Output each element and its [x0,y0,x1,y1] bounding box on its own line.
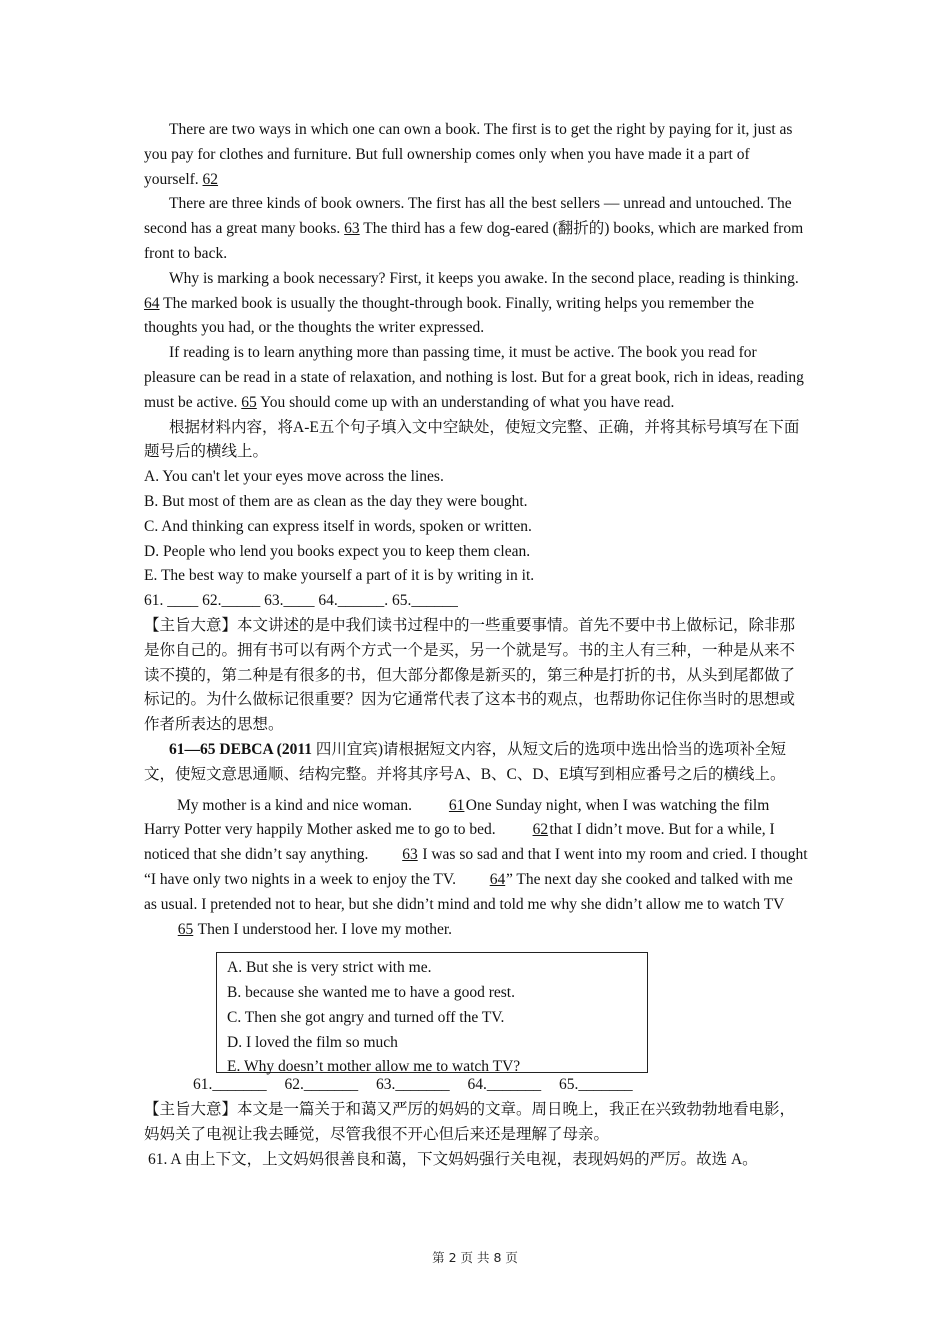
paragraph [144,192,808,266]
explanation-61: 61. A 由上下文，上文妈妈很善良和蔼，下文妈妈强行关电视，表现妈妈的严厉。故选 A。 [148,1150,758,1168]
option-e: E. Why doesn’t mother allow me to watch TV? [227,1058,521,1076]
blank-63: 63 [344,220,360,238]
answer-63: 63._______ [376,1076,450,1094]
blank-64: 64 [144,294,160,312]
text: Why is marking a book necessary? First, it keeps you awake. In the second place, reading is thinking. [169,269,799,287]
paragraph [144,794,808,943]
answer-line: 61. ____ 62._____ 63.____ 64.______. 65.______ [144,592,458,610]
option-b: B. But most of them are as clean as the day they were bought. [144,492,528,510]
blank-62: 62 [532,821,549,839]
summary: 【主旨大意】本文是一篇关于和蔼又严厉的妈妈的文章。周日晚上，我正在兴致勃勃地看电影，妈妈关了电视让我去睡觉，尽管我很不开心但后来还是理解了母亲。 [144,1101,796,1143]
paragraph [144,341,808,415]
answer-62: 62._______ [284,1076,359,1094]
option-c: C. And thinking can express itself in words, spoken or written. [144,517,532,535]
blank-62: 62 [202,170,219,188]
text: The marked book is usually the thought-through book. Finally, writing helps you remember the thoughts you had, or the thoughts the writer expressed. [144,294,755,337]
answer-key: 61—65 DEBCA (2011 [169,740,312,758]
text: There are two ways in which one can own a book. The first is to get the right by paying for it, just as you pay for clothes and furniture. But full ownership comes only when you have made it a part of yourself. [144,121,793,188]
answer-64: 64._______ [467,1076,542,1094]
option-a: A. You can't let your eyes move across the lines. [144,468,444,486]
options-box [216,952,648,1076]
paragraph [144,118,808,192]
text: The third has a few dog-eared (翻折的) books, which are marked from front to back. [144,220,804,262]
option-e: E. The best way to make yourself a part of it is by writing in it. [144,567,535,585]
text: You should come up with an understanding of what you have read. [260,393,675,411]
answer-line [144,1073,808,1098]
question-header [144,738,808,788]
page-footer: 第 2 页 共 8 页 [432,1250,518,1265]
text: My mother is a kind and nice woman. [177,796,413,814]
option-c: C. Then she got angry and turned off the TV. [227,1008,505,1026]
text: I was so sad and that I went into my room and cried. I thought “I have only two nights in a week to enjoy the TV. [144,846,808,888]
option-d: D. People who lend you books expect you to keep them clean. [144,542,531,560]
option-a: A. But she is very strict with me. [227,959,432,977]
instruction: 根据材料内容，将A-E五个句子填入文中空缺处，使短文完整、正确，并将其标号填写在下面题号后的横线上。 [144,418,800,461]
option-b: B. because she wanted me to have a good rest. [227,984,515,1002]
answer-61: 61._______ [193,1076,267,1094]
text: 四川宜宾)请根据短文内容，从短文后的选项中选出恰当的选项补全短文，使短文意思通顺、结构完整。并将其序号A、B、C、D、E填写到相应番号之后的横线上。 [144,740,787,783]
summary: 【主旨大意】本文讲述的是中我们读书过程中的一些重要事情。首先不要中书上做标记，除非那是你自己的。拥有书可以有两个方式一个是买，另一个就是写。书的主人有三种，一种是从来不读不摸的，第二种是有很多的书，但大部分都像是新买的，第三种是打折的书，从头到尾都做了标记的。为什么做标记很重要？因为它通常代表了这本书的观点，也帮助你记住你当时的思想或作者所表达的思想。 [144,616,796,734]
blank-64: 64 [489,870,506,888]
text: If reading is to learn anything more than passing time, it must be active. The book you read for pleasure can be read in a state of relaxation, and nothing is lost. But for a great book, rich in ideas, reading must be active. [144,344,804,411]
answer-65: 65._______ [559,1076,633,1094]
text: Then I understood her. I love my mother. [197,920,453,938]
paragraph [144,267,808,341]
option-d: D. I loved the film so much [227,1033,398,1051]
blank-61: 61 [448,796,465,814]
text: ” The next day she cooked and talked with me as usual. I pretended not to hear, but she didn’t mind and told me why she didn’t allow me to watch TV [144,870,793,913]
text: that I didn’t move. But for a while, I noticed that she didn’t say anything. [144,821,775,864]
text: One Sunday night, when I was watching the film Harry Potter very happily Mother asked me to go to bed. [144,796,770,839]
text: There are three kinds of book owners. The first has all the best sellers — unread and untouched. The second has a great many books. [144,195,792,238]
blank-63: 63 [402,846,418,864]
document-body [144,118,808,1172]
blank-65: 65 [177,920,194,938]
blank-65: 65 [241,393,257,411]
